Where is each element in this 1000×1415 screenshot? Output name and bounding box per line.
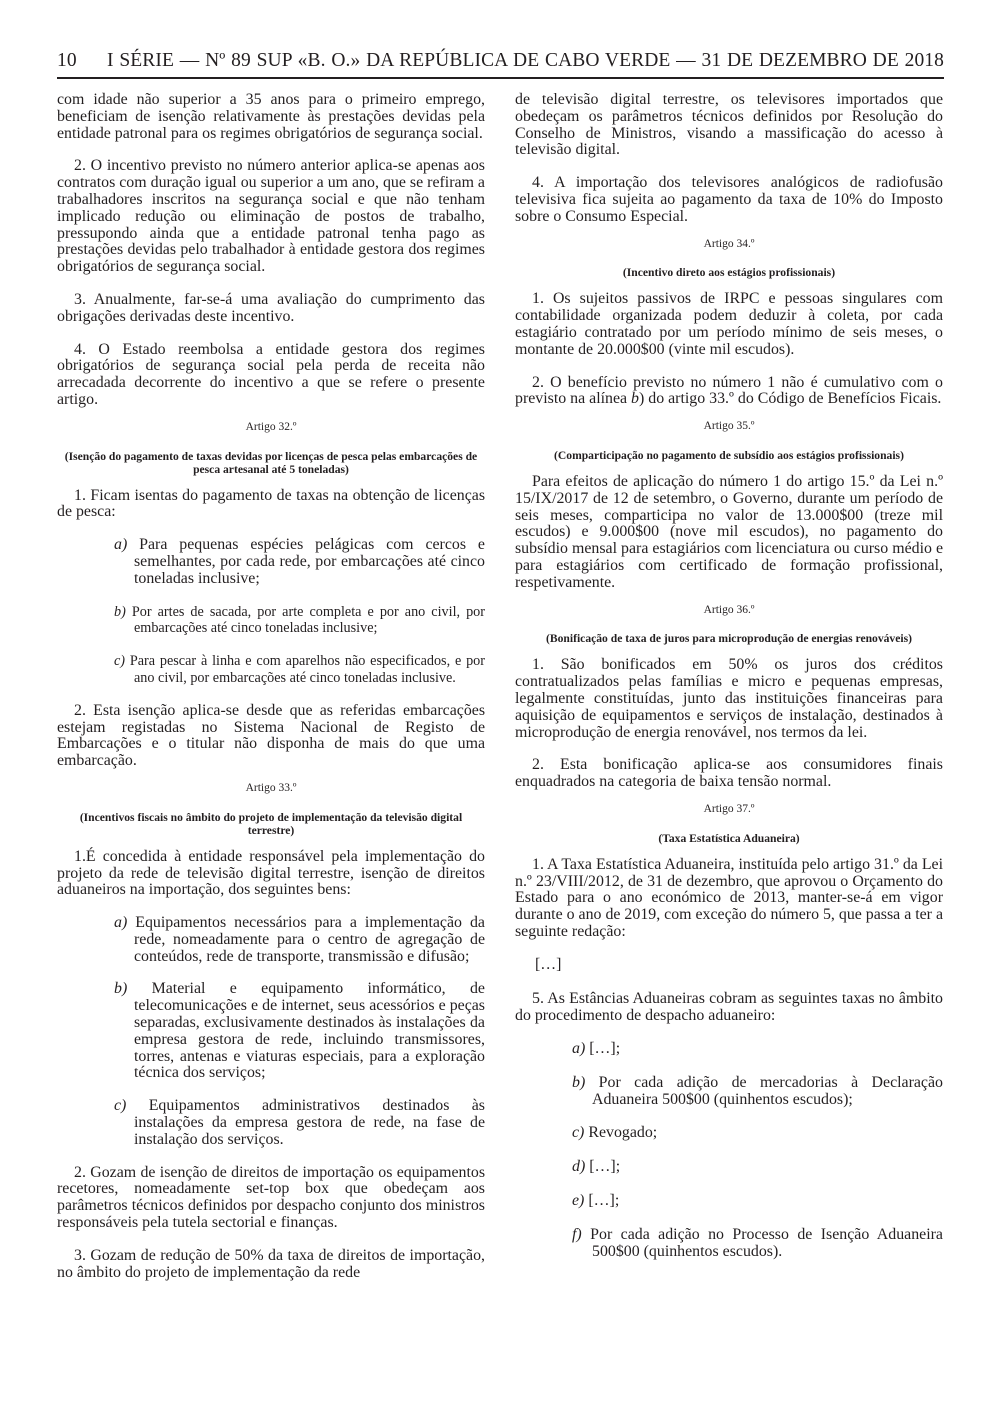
text-run: 2. O benefício previsto no número 1 não é cumulativo com o previsto na alínea — [515, 373, 943, 408]
article-title: (Isenção do pagamento de taxas devidas por licenças de pesca pelas embarcações de pesca artesanal até 5 toneladas) — [64, 449, 478, 476]
ellipsis: […] — [535, 955, 562, 973]
article-title: (Incentivo direto aos estágios profissionais) — [622, 266, 836, 280]
text-run: ) do artigo 33.º do Código de Benefícios Ficais. — [639, 390, 942, 408]
paragraph: 3. Gozam de redução de 50% da taxa de direitos de importação, no âmbito do projeto de implementação da rede — [57, 1246, 485, 1281]
paragraph: 5. As Estâncias Aduaneiras cobram as seguintes taxas no âmbito do procedimento de despacho aduaneiro: — [515, 990, 943, 1025]
paragraph: 1. São bonificados em 50% os juros dos créditos contratualizados pelas famílias e micro e pequenas empresas, legalmente constituídas, junto das instituições financeiras para aquisição de equipamentos e serviços de instalação, destinados à microprodução de energia renovável, nos termos da lei. — [515, 656, 943, 741]
article-title: (Bonificação de taxa de juros para microprodução de energias renováveis) — [546, 632, 912, 646]
item-text: […]; — [589, 1040, 621, 1058]
article-title: (Taxa Estatística Aduaneira) — [658, 831, 800, 845]
item-label: c) — [572, 1124, 585, 1142]
item-text: Revogado; — [588, 1124, 658, 1142]
article-heading: Artigo 36.º — [703, 603, 755, 616]
page-number: 10 — [57, 50, 77, 71]
paragraph: 4. A importação dos televisores analógicos de radiofusão televisiva fica sujeita ao pagamento da taxa de 10% do Imposto sobre o Consumo Especial. — [515, 174, 943, 225]
list-item — [515, 1159, 943, 1176]
paragraph: 1.É concedida à entidade responsável pela implementação do projeto da rede de televisão digital terrestre, isenção de direitos aduaneiros na importação, dos seguintes bens: — [57, 847, 485, 899]
list-item — [515, 1193, 943, 1210]
article-heading: Artigo 37.º — [703, 802, 755, 815]
paragraph: Para efeitos de aplicação do número 1 do artigo 15.º da Lei n.º 15/IX/2017 de 12 de setembro, o Governo, durante um período de seis meses, comparticipa no valor de 13.000$00 (treze mil escudos) e 9.000$00 (nove mil escudos), no pagamento do subsídio mensal para estagiários com licenciatura ou curso médio e para estagiários com certificado de formação profissional, respetivamente. — [515, 472, 943, 591]
item-label: c) — [114, 653, 126, 670]
page-header — [57, 50, 944, 74]
item-text: […]; — [589, 1158, 621, 1176]
paragraph: de televisão digital terrestre, os televisores importados que obedeçam os parâmetros técnicos definidos por Resolução do Conselho de Ministros, visando a massificação do acesso à televisão digital. — [515, 91, 943, 159]
header-rule — [57, 77, 944, 79]
item-label: a) — [114, 914, 128, 932]
list-item — [515, 1227, 943, 1261]
list-item — [515, 1041, 943, 1058]
paragraph: 2. O incentivo previsto no número anterior aplica-se apenas aos contratos com duração igual ou superior a um ano, que se refiram a trabalhadores inscritos na segurança social e que não tenham implicado redução ou eliminação de postos de trabalho, pressupondo ainda que a entidade patronal tenha pago as prestações devidas pelo trabalhador à entidade gestora dos regimes obrigatórios de segurança social. — [57, 157, 485, 276]
paragraph — [515, 375, 943, 409]
item-label: b) — [114, 980, 128, 998]
item-label: b) — [572, 1073, 586, 1091]
item-label: c) — [114, 1097, 127, 1115]
item-text: Equipamentos necessários para a implementação da rede, nomeadamente para o centro de agregação de conteúdos, rede de transporte, transmissão e difusão; — [134, 914, 485, 965]
item-text: Por artes de sacada, por arte completa e por ano civil, por embarcações até cinco toneladas inclusive; — [131, 603, 486, 637]
item-label: d) — [572, 1158, 586, 1176]
item-text: Material e equipamento informático, de telecomunicações e de internet, seus acessórios e peças separadas, exclusivamente destinados às instalações da empresa gestora de rede, incluindo transmissores, torres, antenas e viaturas especiais, para a exploração técnica dos serviços; — [134, 980, 485, 1082]
list-item — [57, 915, 485, 965]
gazette-title: I SÉRIE — Nº 89 SUP «B. O.» DA REPÚBLICA DE CABO VERDE — 31 DE DEZEMBRO DE 2018 — [107, 50, 944, 71]
article-heading: Artigo 34.º — [703, 237, 755, 250]
item-text: Para pequenas espécies pelágicas com cercos e semelhantes, por cada rede, por embarcações até cinco toneladas inclusive; — [134, 536, 485, 587]
paragraph: com idade não superior a 35 anos para o primeiro emprego, beneficiam de isenção relativamente às prestações devidas pela entidade patronal para os regimes obrigatórios de segurança social. — [57, 91, 485, 142]
list-item — [515, 1125, 943, 1142]
article-heading: Artigo 32.º — [245, 420, 297, 433]
paragraph: 4. O Estado reembolsa a entidade gestora dos regimes obrigatórios de segurança social pela perda de receita não arrecadada decorrente do incentivo a que se refere o presente artigo. — [57, 340, 485, 408]
item-label: a) — [114, 536, 128, 554]
item-label: e) — [572, 1192, 585, 1210]
item-label: a) — [572, 1040, 586, 1058]
paragraph: 2. Gozam de isenção de direitos de importação os equipamentos recetores, nomeadamente set-top box que obedeçam aos parâmetros técnicos definidos por despacho conjunto dos ministros responsáveis pela tutela sectorial e finanças. — [57, 1163, 485, 1232]
right-column — [515, 92, 943, 1277]
article-title: (Incentivos fiscais no âmbito do projeto de implementação da televisão digital terrestre) — [79, 810, 463, 837]
article-heading: Artigo 35.º — [703, 420, 755, 433]
item-text: Por cada adição de mercadorias à Declaração Aduaneira 500$00 (quinhentos escudos); — [592, 1073, 943, 1108]
list-item — [57, 981, 485, 1082]
paragraph: 3. Anualmente, far-se-á uma avaliação do cumprimento das obrigações derivadas deste incentivo. — [57, 290, 485, 325]
list-item — [57, 604, 485, 638]
left-column — [57, 92, 485, 1297]
paragraph: 1. A Taxa Estatística Aduaneira, instituída pelo artigo 31.º da Lei n.º 23/VIII/2012, de 31 de dezembro, que aprovou o Orçamento do Estado para o ano económico de 2013, manter-se-á em vigor durante o ano de 2019, com exceção do número 5, que passa a ter a seguinte redação: — [515, 855, 943, 940]
paragraph: 1. Os sujeitos passivos de IRPC e pessoas singulares com contabilidade organizada podem deduzir à coleta, por cada estagiário contratado por um período mínimo de seis meses, o montante de 20.000$00 (vinte mil escudos). — [515, 290, 943, 358]
list-item — [57, 1098, 485, 1148]
article-title: (Comparticipação no pagamento de subsídio aos estágios profissionais) — [554, 448, 904, 462]
italic-ref: b — [631, 390, 639, 408]
list-item — [57, 653, 485, 687]
item-label: b) — [114, 603, 126, 620]
paragraph: 2. Esta bonificação aplica-se aos consumidores finais enquadrados na categoria de baixa tensão normal. — [515, 756, 943, 791]
item-text: […]; — [588, 1192, 620, 1210]
item-text: Por cada adição no Processo de Isenção Aduaneira 500$00 (quinhentos escudos). — [590, 1225, 943, 1260]
paragraph: 2. Esta isenção aplica-se desde que as referidas embarcações estejam registadas no Sistema Nacional de Registo de Embarcações e o titular não disponha de mais do que uma embarcação. — [57, 701, 485, 770]
paragraph: 1. Ficam isentas do pagamento de taxas na obtenção de licenças de pesca: — [57, 486, 485, 521]
item-label: f) — [572, 1225, 582, 1243]
item-text: Equipamentos administrativos destinados às instalações da empresa gestora de rede, na fase de instalação dos serviços. — [134, 1097, 485, 1148]
item-text: Para pescar à linha e com aparelhos não especificados, e por ano civil, por embarcações até cinco toneladas inclusive. — [129, 653, 485, 686]
list-item — [515, 1075, 943, 1109]
list-item — [57, 537, 485, 587]
article-heading: Artigo 33.º — [245, 781, 297, 794]
